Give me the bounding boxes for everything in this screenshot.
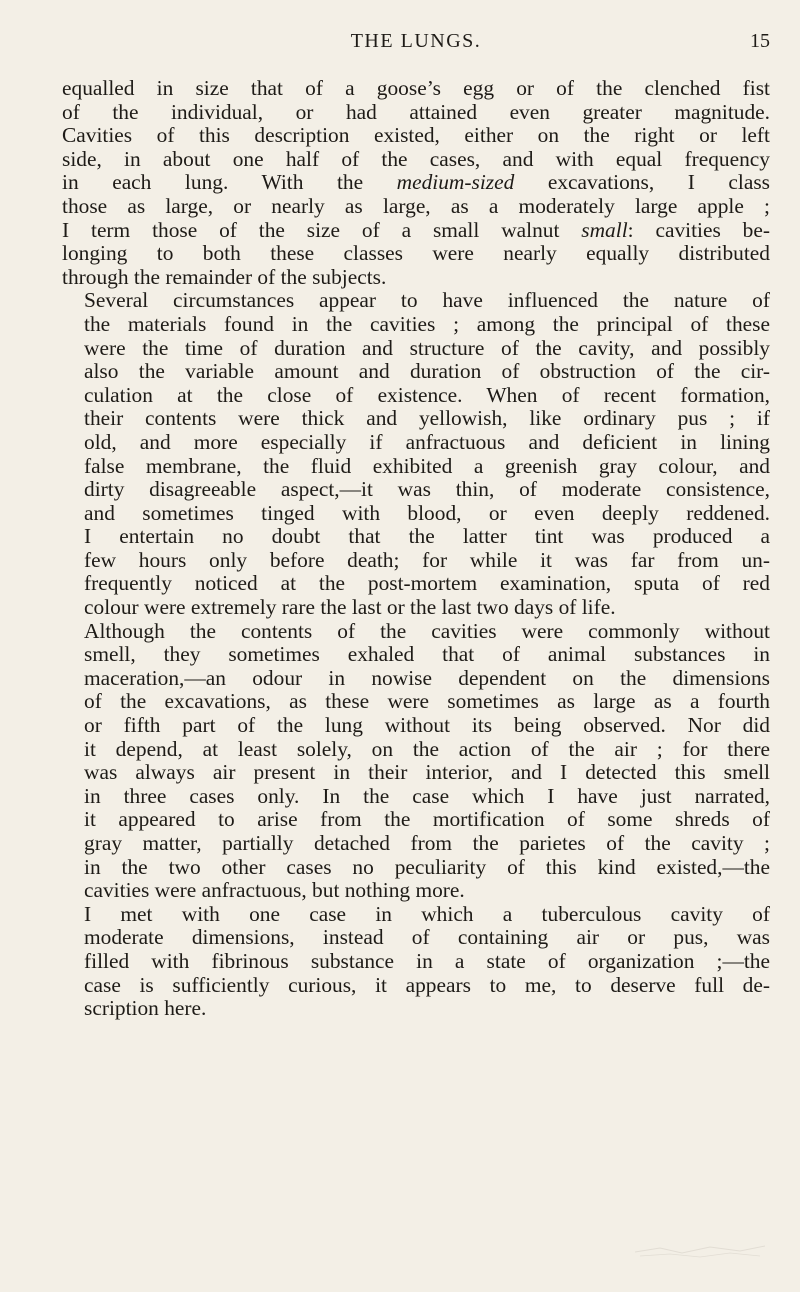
text-line: maceration,—an odour in nowise dependent on the dimensions	[84, 665, 770, 690]
text-line: filled with fibrinous substance in a state of organization ;—the	[84, 948, 770, 973]
text-line: frequently noticed at the post-mortem examination, sputa of red	[84, 571, 770, 596]
text-line: case is sufficiently curious, it appears to me, to deserve full de-	[84, 972, 770, 997]
text-line: culation at the close of existence. When of recent formation,	[84, 382, 770, 407]
paragraph	[62, 289, 770, 619]
text-line: colour were extremely rare the last or the last two days of life.	[84, 595, 616, 620]
text-line: and sometimes tinged with blood, or even deeply reddened.	[84, 500, 770, 525]
page-title: THE LUNGS.	[350, 30, 482, 52]
paragraph	[62, 903, 770, 1021]
text-line: it appeared to arise from the mortification of some shreds of	[84, 807, 770, 832]
text-line: moderate dimensions, instead of containing air or pus, was	[84, 925, 770, 950]
text-line: their contents were thick and yellowish, like ordinary pus ; if	[84, 406, 770, 431]
text-line: I term those of the size of a small walnut small: cavities be-	[62, 217, 770, 242]
page-number: 15	[750, 30, 770, 52]
paragraph	[62, 77, 770, 289]
text-line: scription here.	[84, 996, 207, 1021]
text-line: was always air present in their interior, and I detected this smell	[84, 760, 770, 785]
text-line: few hours only before death; for while it was far from un-	[84, 547, 770, 572]
text-line: in each lung. With the medium-sized excavations, I class	[62, 170, 770, 195]
text-line: gray matter, partially detached from the parietes of the cavity ;	[84, 831, 770, 855]
paragraph	[62, 620, 770, 903]
text-line: false membrane, the fluid exhibited a greenish gray colour, and	[84, 453, 770, 478]
text-line: through the remainder of the subjects.	[62, 264, 387, 289]
text-line: I entertain no doubt that the latter tint was produced a	[84, 524, 770, 549]
text-line: or fifth part of the lung without its being observed. Nor did	[84, 713, 770, 738]
text-line: Several circumstances appear to have influenced the nature of	[84, 288, 770, 313]
text-line: side, in about one half of the cases, and with equal frequency	[62, 146, 770, 171]
text-line: the materials found in the cavities ; among the principal of these	[84, 311, 770, 336]
text-line: dirty disagreeable aspect,—it was thin, of moderate consistence,	[84, 477, 770, 502]
text-line: also the variable amount and duration of obstruction of the cir-	[84, 359, 770, 384]
page-scuff-mark	[630, 1238, 770, 1262]
text-line: longing to both these classes were nearly equally distributed	[62, 241, 770, 266]
text-line: of the excavations, as these were sometimes as large as a fourth	[84, 689, 770, 714]
text-line: I met with one case in which a tuberculous cavity of	[84, 901, 770, 926]
text-line: equalled in size that of a goose’s egg or of the clenched fist	[62, 76, 770, 100]
text-line: in the two other cases no peculiarity of this kind existed,—the	[84, 854, 770, 879]
text-line: those as large, or nearly as large, as a moderately large apple ;	[62, 193, 770, 218]
text-line: Cavities of this description existed, either on the right or left	[62, 123, 770, 148]
text-line: it depend, at least solely, on the action of the air ; for there	[84, 736, 770, 761]
text-line: old, and more especially if anfractuous and deficient in lining	[84, 429, 770, 454]
emphasis-small: small	[581, 217, 628, 242]
body-text	[62, 77, 770, 1021]
running-head	[62, 30, 770, 60]
text-line: Although the contents of the cavities were commonly without	[84, 618, 770, 643]
text-line: smell, they sometimes exhaled that of animal substances in	[84, 642, 770, 667]
emphasis-medium-sized: medium-sized	[396, 170, 515, 195]
text-line: were the time of duration and structure of the cavity, and possibly	[84, 335, 770, 360]
text-line: in three cases only. In the case which I have just narrated,	[84, 783, 770, 808]
text-line: cavities were anfractuous, but nothing more.	[84, 878, 465, 903]
text-line: of the individual, or had attained even greater magnitude.	[62, 99, 770, 124]
